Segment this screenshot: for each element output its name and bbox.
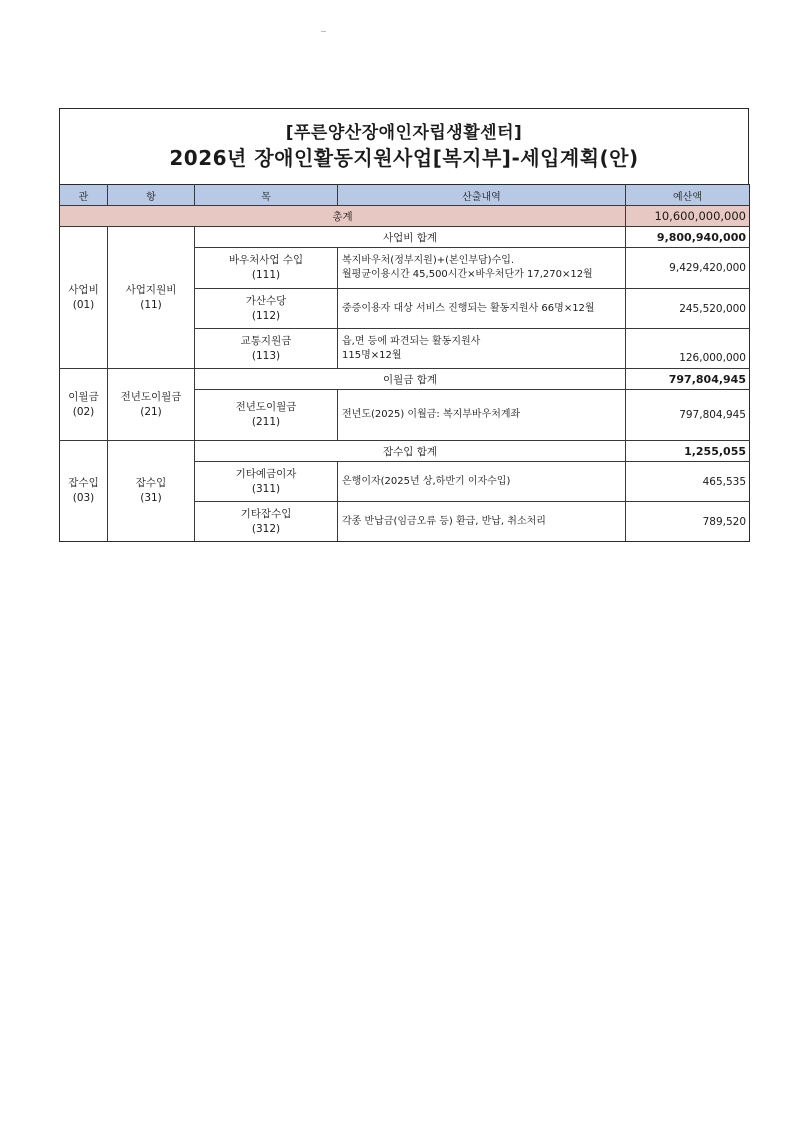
subtotal-amount: 9,800,940,000 xyxy=(626,227,750,248)
amount-cell: 245,520,000 xyxy=(626,289,750,329)
hang-label: 잡수입 xyxy=(135,477,167,489)
detail-line: 읍,면 등에 파견되는 활동지원사 xyxy=(342,335,481,347)
gwan-code: (03) xyxy=(72,492,95,504)
gwan-cell xyxy=(60,369,108,441)
col-mok: 목 xyxy=(195,185,338,206)
hang-code: (31) xyxy=(140,492,162,504)
hang-code: (21) xyxy=(140,405,162,418)
mok-label: 기타잡수입 xyxy=(240,507,292,520)
amount-cell: 797,804,945 xyxy=(626,390,750,441)
gwan-cell xyxy=(60,227,108,369)
mok-label: 기타예금이자 xyxy=(235,467,297,480)
mok-cell xyxy=(195,462,338,502)
col-detail: 산출내역 xyxy=(338,185,626,206)
subtotal-label: 사업비 합계 xyxy=(195,227,626,248)
gwan-cell xyxy=(60,441,108,542)
hang-cell xyxy=(108,369,195,441)
col-gwan: 관 xyxy=(60,185,108,206)
total-amount: 10,600,000,000 xyxy=(626,206,750,227)
hang-label: 전년도이월금 xyxy=(120,390,182,403)
detail-cell: 각종 반납금(임금오류 등) 환급, 반납, 취소처리 xyxy=(338,502,626,542)
gwan-code: (01) xyxy=(72,298,95,311)
subtotal-amount: 797,804,945 xyxy=(626,369,750,390)
budget-table xyxy=(59,184,750,542)
document-title: 2026년 장애인활동지원사업[복지부]-세입계획(안) xyxy=(169,145,639,170)
mok-cell xyxy=(195,329,338,369)
total-row xyxy=(60,206,750,227)
subtotal-label: 이월금 합계 xyxy=(195,369,626,390)
scan-mark xyxy=(321,31,326,32)
subtotal-label: 잡수입 합계 xyxy=(195,441,626,462)
total-label: 총계 xyxy=(60,206,626,227)
gwan-code: (02) xyxy=(72,405,95,418)
hang-code: (11) xyxy=(140,298,162,311)
amount-cell: 126,000,000 xyxy=(626,329,750,369)
col-hang: 항 xyxy=(108,185,195,206)
detail-line: 115명×12월 xyxy=(342,349,402,361)
hang-label: 사업지원비 xyxy=(125,283,177,296)
mok-label: 전년도이월금 xyxy=(235,401,297,413)
mok-code: (112) xyxy=(251,309,281,322)
mok-code: (111) xyxy=(251,269,281,281)
amount-cell: 465,535 xyxy=(626,462,750,502)
mok-label: 바우처사업 수입 xyxy=(228,254,304,266)
mok-cell xyxy=(195,390,338,441)
header-row xyxy=(60,185,750,206)
mok-label: 교통지원금 xyxy=(240,334,292,347)
detail-line: 복지바우처(정부지원)+(본인부담)수입. xyxy=(342,255,515,266)
subtotal-row xyxy=(60,441,750,462)
org-name: [푸른양산장애인자립생활센터] xyxy=(285,122,523,143)
mok-code: (211) xyxy=(251,416,281,428)
amount-cell: 9,429,420,000 xyxy=(626,248,750,289)
detail-cell: 중증이용자 대상 서비스 진행되는 활동지원사 66명×12월 xyxy=(338,289,626,329)
detail-cell xyxy=(338,248,626,289)
detail-line: 월평균이용시간 45,500시간×바우처단가 17,270×12월 xyxy=(342,269,593,280)
col-budget: 예산액 xyxy=(626,185,750,206)
subtotal-row xyxy=(60,369,750,390)
budget-document xyxy=(59,108,749,542)
gwan-label: 이월금 xyxy=(68,390,99,403)
gwan-label: 사업비 xyxy=(68,283,99,296)
subtotal-row xyxy=(60,227,750,248)
title-box xyxy=(59,108,749,184)
mok-code: (311) xyxy=(251,482,281,495)
mok-cell xyxy=(195,248,338,289)
mok-code: (312) xyxy=(251,522,281,535)
gwan-label: 잡수입 xyxy=(68,477,99,489)
hang-cell xyxy=(108,227,195,369)
detail-cell xyxy=(338,329,626,369)
mok-code: (113) xyxy=(251,349,281,362)
mok-cell xyxy=(195,289,338,329)
hang-cell xyxy=(108,441,195,542)
mok-cell xyxy=(195,502,338,542)
detail-cell: 전년도(2025) 이월금: 복지부바우처계좌 xyxy=(338,390,626,441)
amount-cell: 789,520 xyxy=(626,502,750,542)
subtotal-amount: 1,255,055 xyxy=(626,441,750,462)
mok-label: 가산수당 xyxy=(245,294,287,307)
detail-cell: 은행이자(2025년 상,하반기 이자수입) xyxy=(338,462,626,502)
